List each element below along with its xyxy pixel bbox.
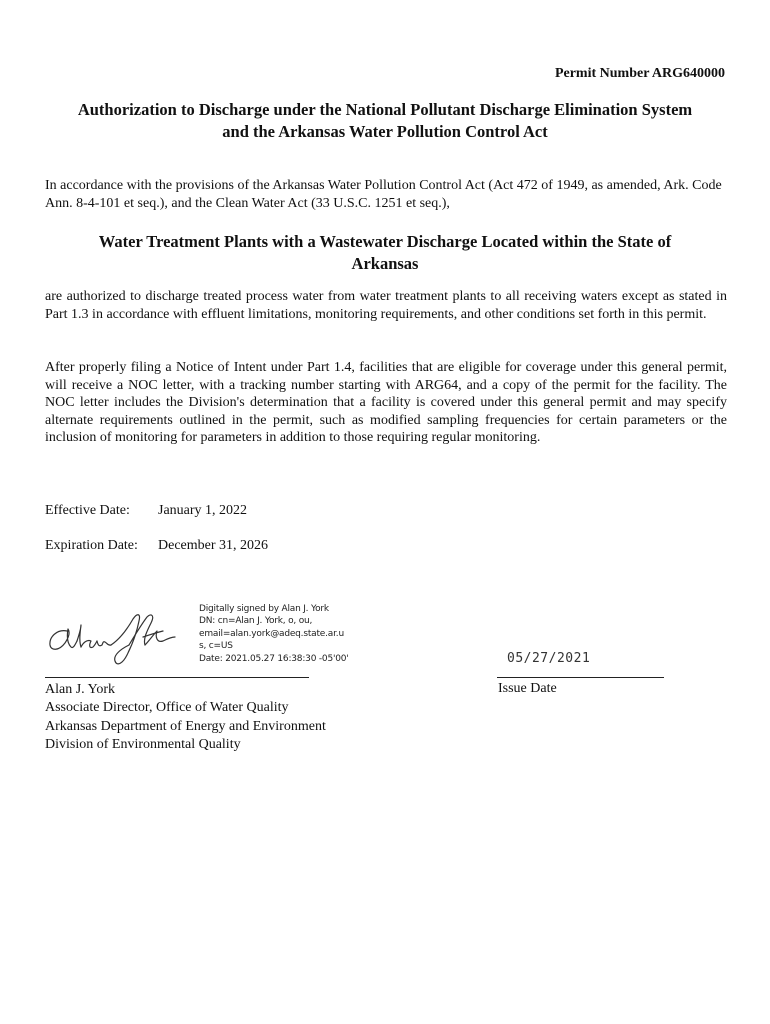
intro-paragraph: In accordance with the provisions of the Arkansas Water Pollution Control Act (Act 472 of 1949, as amended, Ark. Code Ann. 8-4-101 et seq.), and the Clean Water Act (33 U.S.C. 1251 et seq.),: [45, 178, 722, 211]
expiration-date-row: [45, 538, 268, 554]
effective-date-label: Effective Date:: [45, 503, 130, 518]
digital-signature-line: email=alan.york@adeq.state.ar.u: [199, 628, 344, 639]
document-title-line-1: Authorization to Discharge under the National Pollutant Discharge Elimination System: [77, 100, 693, 119]
permit-number: Permit Number ARG640000: [554, 66, 725, 81]
permit-subject: [45, 231, 725, 275]
digital-signature-line: Digitally signed by Alan J. York: [199, 604, 329, 614]
effective-date-value: January 1, 2022: [158, 503, 248, 518]
expiration-date-label: Expiration Date:: [45, 538, 138, 553]
document-title: [45, 99, 725, 143]
signer-name: Alan J. York: [45, 682, 116, 697]
issue-date-label: Issue Date: [498, 681, 557, 696]
digital-signature-line: DN: cn=Alan J. York, o, ou,: [199, 616, 313, 627]
handwritten-signature-icon: [45, 605, 195, 673]
signer-block: [45, 681, 326, 754]
issue-date-line: [497, 677, 664, 678]
authorization-paragraph: are authorized to discharge treated process water from water treatment plants to all receiving waters except as stated in Part 1.3 in accordance with effluent limitations, monitoring requirements, and other conditions set forth in this permit.: [45, 289, 727, 322]
digital-signature-line: Date: 2021.05.27 16:38:30 -05'00': [199, 653, 349, 664]
document-title-line-2: and the Arkansas Water Pollution Control Act: [222, 122, 548, 141]
permit-subject-line-1: Water Treatment Plants with a Wastewater Discharge Located within the State of: [98, 232, 672, 251]
signer-title: Associate Director, Office of Water Quality: [45, 700, 289, 716]
signer-division: Division of Environmental Quality: [45, 736, 241, 752]
digital-signature-line: s, c=US: [199, 641, 233, 652]
expiration-date-value: December 31, 2026: [158, 538, 269, 553]
noc-paragraph: After properly filing a Notice of Intent under Part 1.4, facilities that are eligible for coverage under this general permit, will receive a NOC letter, with a tracking number starting with ARG64, and a copy of the permit for the facility. The NOC letter includes the Division's determination that a facility is covered under this general permit and may specify alternate requirements outlined in the permit, such as modified sampling frequencies for certain parameters or the inclusion of monitoring for parameters in addition to those requiring regular monitoring.: [45, 360, 727, 445]
digital-signature-stamp: [199, 603, 379, 665]
signature-line: [45, 677, 309, 678]
effective-date-row: [45, 503, 247, 519]
signer-department: Arkansas Department of Energy and Environment: [45, 718, 326, 734]
signature-block: [45, 597, 365, 677]
issue-date-value: 05/27/2021: [507, 651, 591, 666]
permit-subject-line-2: Arkansas: [351, 254, 419, 273]
